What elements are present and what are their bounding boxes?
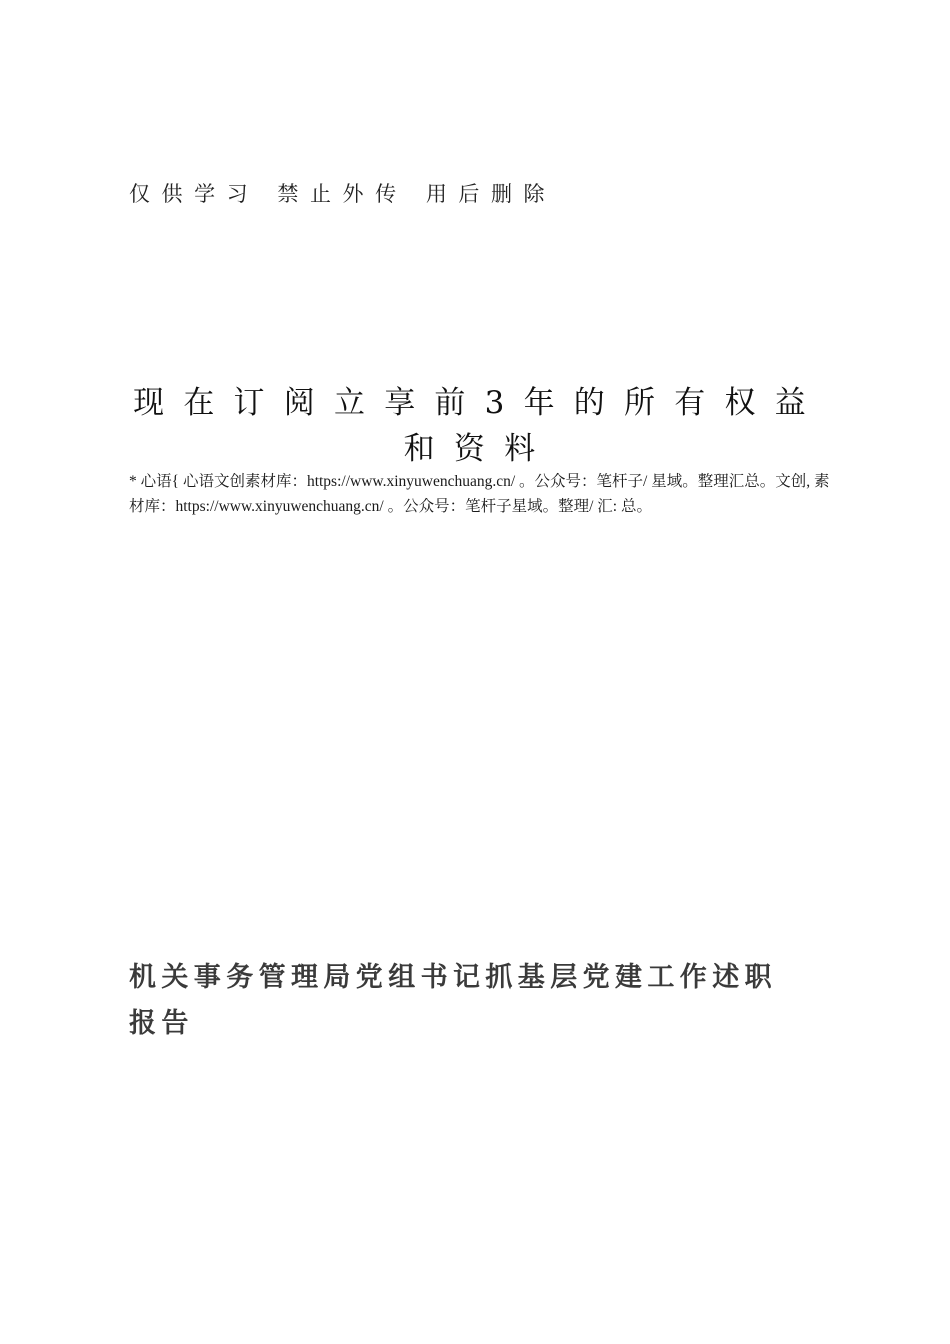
- subscription-headline: [129, 380, 829, 472]
- document-title-line-2: 报告: [129, 1008, 194, 1039]
- document-title-line-1: 机关事务管理局党组书记抓基层党建工作述职: [129, 962, 777, 993]
- headline-line-2: 和资料: [403, 431, 555, 467]
- usage-notice: 仅供学习 禁止外传 用后删除: [129, 182, 557, 206]
- headline-line-1: 现在订阅立享前3年的所有权益: [133, 385, 825, 421]
- source-note: * 心语{ 心语文创素材库：https://www.xinyuwenchuang.cn/ 。公众号：笔杆子/ 星域。整理汇总。文创, 素材库：https://www.xinyuwenchuang.cn/ 。公众号：笔杆子星域。整理/ 汇: 总。: [129, 473, 830, 515]
- document-title: [129, 955, 834, 1047]
